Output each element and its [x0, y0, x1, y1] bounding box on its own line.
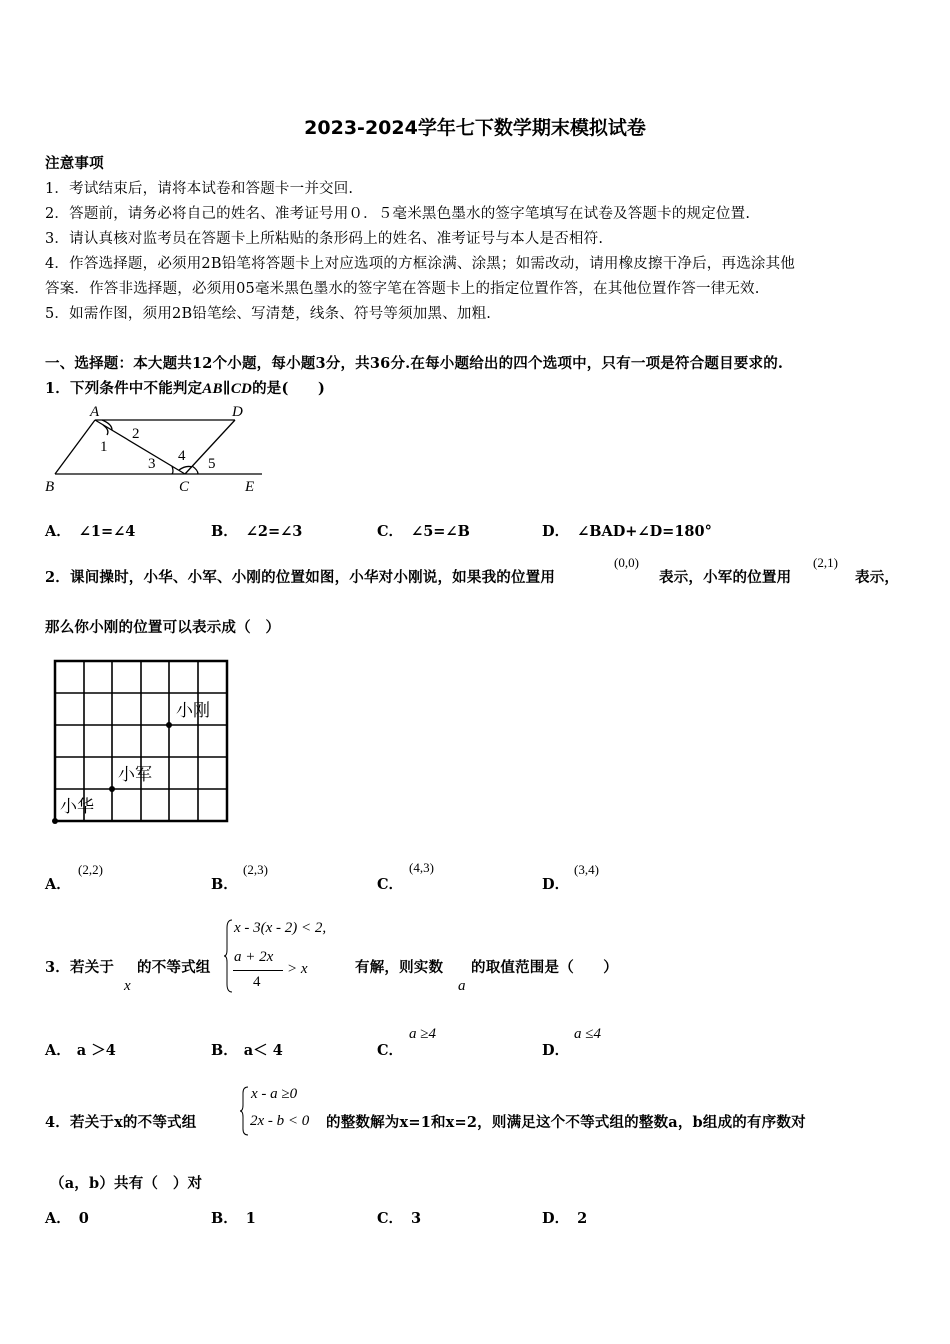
system-brace — [224, 918, 234, 994]
question-1-stem — [45, 377, 325, 398]
q3-option-d-text: a ≤4 — [574, 1026, 601, 1042]
q1-stem-math: AB∥CD — [202, 381, 253, 397]
option-letter: C． — [377, 523, 404, 540]
q3-var-x: x — [124, 978, 131, 994]
angle-label-5: 5 — [208, 456, 216, 472]
q3-stem-c: 有解，则实数 — [355, 959, 444, 976]
option-text: ∠1=∠4 — [78, 523, 136, 540]
q3-inequality-1: x - 3(x - 2) < 2, — [234, 920, 327, 936]
system-brace — [240, 1085, 250, 1137]
option-text: 2 — [577, 1210, 588, 1227]
option-letter: B． — [211, 1210, 238, 1227]
q3-option-b[interactable] — [211, 1039, 283, 1060]
q2-option-a[interactable]: A． — [45, 876, 71, 893]
option-letter: D． — [542, 523, 570, 540]
page-title: 2023-2024学年七下数学期末模拟试卷 — [304, 117, 646, 139]
grid-dot — [166, 722, 172, 728]
angle-label-3: 3 — [148, 456, 156, 472]
grid-dot — [109, 786, 115, 792]
option-letter: A． — [45, 523, 71, 540]
q3-option-c[interactable]: C． — [377, 1042, 404, 1059]
section-heading: 一、选择题：本大题共12个小题，每小题3分，共36分.在每小题给出的四个选项中，只有一项是符合题目要求的. — [45, 355, 784, 372]
note-item: 2．答题前，请务必将自己的姓名、准考证号用０．５毫米黑色墨水的签字笔填写在试卷及答题卡的规定位置. — [45, 206, 751, 222]
q4-stem-a: 4．若关于x的不等式组 — [45, 1114, 197, 1131]
q1-option-d[interactable] — [542, 520, 712, 541]
q2-stem-line2: 那么你小刚的位置可以表示成（ ） — [45, 619, 281, 636]
option-text: 1 — [245, 1210, 256, 1227]
line-ab — [55, 420, 95, 474]
q4-stem-b: 的整数解为x=1和x=2，则满足这个不等式组的整数a，b组成的有序数对 — [326, 1114, 806, 1131]
q2-coord-b: (2,1) — [813, 555, 838, 570]
label-xiaojun: 小军 — [118, 765, 152, 785]
q4-inequality-2: 2x - b < 0 — [250, 1113, 310, 1129]
q1-option-a[interactable] — [45, 520, 135, 541]
q2-option-a-text: (2,2) — [78, 862, 103, 877]
label-xiaohua: 小华 — [60, 797, 94, 817]
q2-option-d[interactable]: D． — [542, 876, 570, 893]
option-letter: A． — [45, 1042, 71, 1059]
option-text: 3 — [411, 1210, 422, 1227]
option-text: ∠BAD+∠D=180° — [577, 523, 712, 540]
position-grid-figure — [50, 656, 235, 828]
q3-fraction-bar — [233, 970, 283, 971]
q2-stem-a: 2．课间操时，小华、小军、小刚的位置如图，小华对小刚说，如果我的位置用 — [45, 569, 556, 586]
option-letter: B． — [211, 523, 238, 540]
angle-arc — [172, 466, 173, 474]
parallelogram-figure — [40, 402, 270, 497]
q2-option-c-text: (4,3) — [409, 860, 434, 875]
option-letter: A． — [45, 1210, 71, 1227]
angle-arc — [103, 425, 108, 435]
option-text: a＜ 4 — [243, 1042, 283, 1059]
q3-fraction-rhs: > x — [287, 961, 308, 977]
q3-option-a[interactable] — [45, 1039, 116, 1060]
note-item: 4．作答选择题，必须用2B铅笔将答题卡上对应选项的方框涂满、涂黑；如需改动，请用橡皮擦干净后，再选涂其他 — [45, 256, 796, 272]
option-text: 0 — [78, 1210, 89, 1227]
option-letter: C． — [377, 1210, 404, 1227]
label-b: B — [45, 479, 55, 495]
note-item: 5．如需作图，须用2B铅笔绘、写清楚，线条、符号等须加黑、加粗. — [45, 306, 492, 322]
angle-label-1: 1 — [100, 439, 108, 455]
q4-option-b[interactable] — [211, 1207, 256, 1228]
q3-option-c-text: a ≥4 — [409, 1026, 436, 1042]
label-d: D — [232, 404, 243, 420]
note-item: 3．请认真核对监考员在答题卡上所粘贴的条形码上的姓名、准考证号与本人是否相符. — [45, 231, 604, 247]
q2-option-d-text: (3,4) — [574, 862, 599, 877]
note-item: 1．考试结束后，请将本试卷和答题卡一并交回. — [45, 181, 354, 197]
q4-inequality-1: x - a ≥0 — [251, 1086, 298, 1102]
note-item: 答案．作答非选择题，必须用05毫米黑色墨水的签字笔在答题卡上的指定位置作答，在其他位置作答一律无效. — [45, 281, 760, 297]
angle-label-4: 4 — [178, 448, 186, 464]
q3-fraction-denominator: 4 — [253, 974, 261, 990]
option-letter: B． — [211, 1042, 238, 1059]
label-xiaogang: 小刚 — [176, 701, 210, 721]
q2-stem-b: 表示，小军的位置用 — [659, 569, 792, 586]
option-text: ∠2=∠3 — [245, 523, 303, 540]
q4-option-c[interactable] — [377, 1207, 421, 1228]
q3-stem-b: 的不等式组 — [137, 959, 211, 976]
q2-option-b[interactable]: B． — [211, 876, 238, 893]
q4-option-a[interactable] — [45, 1207, 89, 1228]
q3-var-a: a — [458, 978, 466, 994]
q2-option-b-text: (2,3) — [243, 862, 268, 877]
q1-stem-prefix: 1．下列条件中不能判定 — [45, 380, 203, 397]
q2-option-c[interactable]: C． — [377, 876, 404, 893]
label-c: C — [179, 479, 190, 495]
q1-option-b[interactable] — [211, 520, 302, 541]
q4-stem-line2: （a，b）共有（ ）对 — [50, 1175, 203, 1192]
q1-option-c[interactable] — [377, 520, 470, 541]
q3-fraction-numerator: a + 2x — [234, 949, 274, 965]
notes-heading: 注意事项 — [45, 155, 104, 172]
option-letter: D． — [542, 1210, 570, 1227]
option-text: ∠5=∠B — [411, 523, 470, 540]
option-text: a ＞4 — [76, 1042, 116, 1059]
line-ac — [95, 420, 185, 474]
q2-coord-a: (0,0) — [614, 555, 639, 570]
q4-option-d[interactable] — [542, 1207, 587, 1228]
q3-stem-a: 3．若关于 — [45, 959, 115, 976]
q3-option-d[interactable]: D． — [542, 1042, 570, 1059]
q2-stem-c: 表示， — [855, 569, 900, 586]
label-a: A — [90, 404, 100, 420]
angle-label-2: 2 — [132, 426, 140, 442]
grid-dot — [52, 818, 58, 824]
q1-stem-suffix: 的是( ) — [252, 380, 326, 397]
angle-arc — [192, 466, 198, 474]
label-e: E — [245, 479, 255, 495]
q3-stem-d: 的取值范围是（ ） — [471, 959, 618, 976]
